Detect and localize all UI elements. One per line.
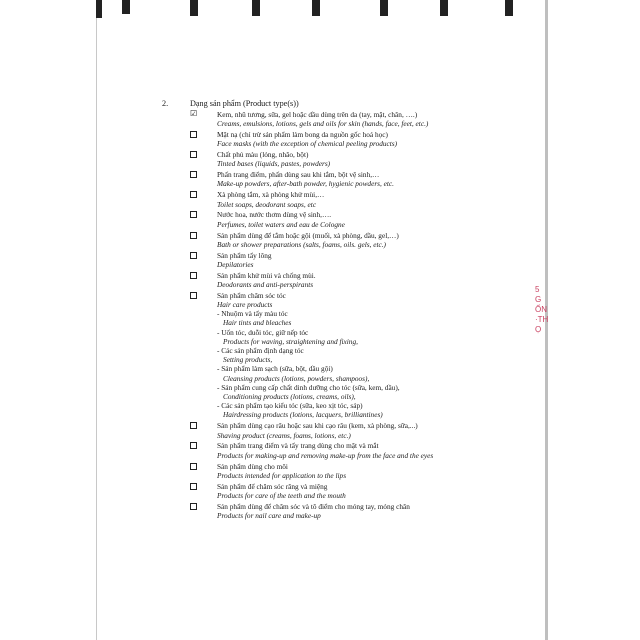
item-label-vi: Sản phẩm khử mùi và chống mùi.	[217, 270, 316, 280]
item-label-vi: Sản phẩm dùng để tắm hoặc gội (muối, xà phòng, dầu, gel,…)	[217, 230, 399, 240]
item-label-en: Hair care products	[217, 300, 273, 310]
checkbox[interactable]	[190, 463, 197, 470]
product-type-item	[190, 462, 540, 480]
product-type-list	[190, 110, 540, 522]
item-label-en: Deodorants and anti-perspirants	[217, 279, 314, 289]
item-label-vi: Sản phẩm dùng cho môi	[217, 461, 288, 471]
item-label-vi: Mặt nạ (chỉ trừ sản phẩm làm bong da nguồn gốc hoá học)	[217, 130, 388, 140]
item-label-en: Tinted bases (liquids, pastes, powders)	[217, 159, 331, 169]
checkbox[interactable]	[190, 131, 197, 138]
item-label-en: Perfumes, toilet waters and eau de Cologne	[217, 219, 345, 229]
stamp-text: G	[535, 295, 542, 304]
sub-item-label-vi: - Uốn tóc, duỗi tóc, giữ nếp tóc	[217, 327, 309, 337]
product-type-item	[190, 271, 540, 289]
scan-mark	[380, 0, 388, 16]
item-label-vi: Sản phẩm trang điểm và tẩy trang dùng cho mặt và mắt	[217, 441, 379, 451]
item-label-vi: Sản phẩm chăm sóc tóc	[217, 290, 286, 300]
sub-item-label-vi: - Sản phẩm cung cấp chất dinh dưỡng cho tóc (sữa, kem, dầu),	[217, 382, 400, 392]
product-type-item	[190, 421, 540, 439]
checkbox[interactable]	[190, 422, 197, 429]
scan-mark	[252, 0, 260, 16]
product-type-item	[190, 210, 540, 228]
item-label-en: Products intended for application to the lips	[217, 470, 347, 480]
sub-item-label-vi: - Nhuộm và tẩy màu tóc	[217, 309, 288, 319]
stamp-text: ·TH	[535, 315, 549, 324]
checkbox[interactable]	[190, 171, 197, 178]
item-label-en: Make-up powders, after-bath powder, hygienic powders, etc.	[217, 179, 394, 189]
product-type-item	[190, 231, 540, 249]
item-label-en: Creams, emulsions, lotions, gels and oils for skin (hands, face, feet, etc.)	[217, 119, 429, 129]
checkbox[interactable]	[190, 252, 197, 259]
product-type-item	[190, 502, 540, 520]
checkbox[interactable]	[190, 442, 197, 449]
sub-item-label-en: Setting products,	[223, 355, 273, 365]
sub-item-label-en: Hair tints and bleaches	[223, 318, 292, 328]
product-type-item	[190, 150, 540, 168]
sub-item-label-vi: - Các sản phẩm tạo kiểu tóc (sữa, keo xịt tóc, sáp)	[217, 401, 363, 411]
checkbox-checked[interactable]: ☑	[190, 109, 198, 118]
checkbox[interactable]	[190, 272, 197, 279]
item-label-vi: Sản phẩm tẩy lông	[217, 250, 272, 260]
item-label-en: Bath or shower preparations (salts, foams, oils. gels, etc.)	[217, 239, 386, 249]
product-type-item	[190, 251, 540, 269]
scan-mark	[190, 0, 198, 16]
item-label-vi: Sản phẩm dùng cạo râu hoặc sau khi cạo râu (kem, xà phòng, sữa,...)	[217, 421, 418, 431]
product-type-item	[190, 291, 540, 420]
scan-mark	[505, 0, 513, 16]
checkbox[interactable]	[190, 191, 197, 198]
checkbox[interactable]	[190, 483, 197, 490]
sub-item-label-en: Conditioning products (lotions, creams, oils),	[223, 392, 356, 402]
product-type-item	[190, 190, 540, 208]
sub-item-label-en: Products for waving, straightening and fixing,	[223, 336, 358, 346]
sub-item-label-vi: - Sản phẩm làm sạch (sữa, bột, dầu gội)	[217, 364, 333, 374]
item-label-en: Depilatories	[217, 259, 254, 269]
item-label-vi: Nước hoa, nước thơm dùng vệ sinh,….	[217, 210, 332, 220]
section-number: 2.	[162, 99, 169, 108]
scan-edge-left	[96, 0, 97, 640]
section-title: Dạng sản phẩm (Product type(s))	[190, 99, 299, 108]
item-label-en: Products for nail care and make-up	[217, 510, 321, 520]
checkbox[interactable]	[190, 292, 197, 299]
checkbox[interactable]	[190, 211, 197, 218]
scan-mark	[312, 0, 320, 16]
item-label-vi: Sản phẩm để chăm sóc răng và miệng	[217, 481, 328, 491]
item-label-en: Face masks (with the exception of chemical peeling products)	[217, 139, 398, 149]
item-label-vi: Chất phủ màu (lỏng, nhão, bột)	[217, 150, 309, 160]
item-label-vi: Sản phẩm dùng để chăm sóc và tô điểm cho móng tay, móng chân	[217, 501, 410, 511]
stamp-text: 5	[535, 285, 540, 294]
stamp-text: Ọ	[535, 325, 542, 334]
scan-mark	[122, 0, 130, 14]
product-type-item	[190, 482, 540, 500]
sub-item-label-en: Hairdressing products (lotions, lacquers, brilliantines)	[223, 410, 383, 420]
item-label-vi: Xà phòng tắm, xà phòng khử mùi,…	[217, 190, 325, 200]
scan-mark	[96, 0, 102, 18]
scan-mark	[440, 0, 448, 16]
product-type-item	[190, 441, 540, 459]
sub-item-label-en: Cleansing products (lotions, powders, shampoos),	[223, 373, 370, 383]
product-type-item	[190, 170, 540, 188]
stamp-text: ỐN	[535, 305, 547, 314]
product-type-item	[190, 110, 540, 128]
checkbox[interactable]	[190, 151, 197, 158]
item-label-en: Products for making-up and removing make-up from the face and the eyes	[217, 450, 434, 460]
checkbox[interactable]	[190, 503, 197, 510]
item-label-en: Toilet soaps, deodorant soaps, etc	[217, 199, 317, 209]
item-label-en: Shaving product (creams, foams, lotions, etc.)	[217, 430, 351, 440]
item-label-vi: Phấn trang điểm, phấn dùng sau khi tắm, bột vệ sinh,…	[217, 170, 380, 180]
item-label-en: Products for care of the teeth and the mouth	[217, 490, 346, 500]
product-type-item	[190, 130, 540, 148]
sub-item-label-vi: - Các sản phẩm định dạng tóc	[217, 346, 304, 356]
checkbox[interactable]	[190, 232, 197, 239]
item-label-vi: Kem, nhũ tương, sữa, gel hoặc dầu dùng trên da (tay, mặt, chân, ….)	[217, 110, 418, 119]
